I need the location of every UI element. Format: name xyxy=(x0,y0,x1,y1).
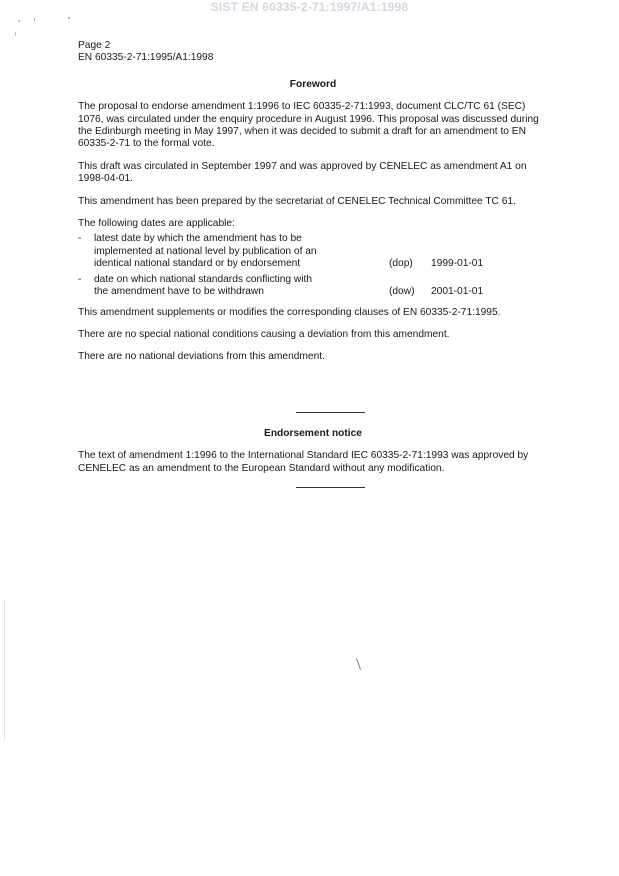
section-divider xyxy=(296,487,365,488)
watermark: SIST EN 60335-2-71:1997/A1:1998 xyxy=(210,0,409,14)
date-item-text: latest date by which the amendment has to be implemented at national level by publication of an identical national standard or by endorsement xyxy=(94,233,317,270)
dates-intro: The following dates are applicable: xyxy=(78,218,235,230)
endorsement-title: Endorsement notice xyxy=(264,428,362,439)
scan-speck xyxy=(356,658,361,670)
scan-speck xyxy=(4,600,5,740)
foreword-paragraph-5: There are no special national conditions causing a deviation from this amendment. xyxy=(78,328,450,340)
date-item-code: (dow) xyxy=(389,286,415,298)
date-item-value: 2001-01-01 xyxy=(431,286,484,298)
foreword-paragraph-3: This amendment has been prepared by the secretariat of CENELEC Technical Committee TC 61. xyxy=(78,195,516,207)
document-page xyxy=(78,40,548,364)
scan-speck xyxy=(68,17,70,19)
date-item-code: (dop) xyxy=(389,258,413,270)
date-item-text: date on which national standards conflicting with the amendment have to be withdrawn xyxy=(94,273,313,298)
foreword-title: Foreword xyxy=(289,78,337,90)
list-dash: - xyxy=(78,273,82,285)
date-item-dow xyxy=(78,274,548,299)
scan-speck xyxy=(18,20,20,22)
foreword-paragraph-1: The proposal to endorse amendment 1:1996 to IEC 60335-2-71:1993, document CLC/TC 61 (SEC) 1076, was circulated under the enquiry procedure in August 1996. This proposal was discussed during the Edinburgh meeting in May 1997, when it was decided to submit a draft for an amendment to EN 60335-2-71 to the formal vote. xyxy=(78,101,539,150)
scan-speck xyxy=(34,18,35,21)
foreword-paragraph-2: This draft was circulated in September 1997 and was approved by CENELEC as amendment A1 on 1998-04-01. xyxy=(78,160,527,185)
list-dash: - xyxy=(78,233,82,245)
date-item-value: 1999-01-01 xyxy=(431,258,484,270)
foreword-paragraph-4: This amendment supplements or modifies the corresponding clauses of EN 60335-2-71:1995. xyxy=(78,306,501,318)
endorsement-text: The text of amendment 1:1996 to the International Standard IEC 60335-2-71:1993 was approved by CENELEC as an amendment to the European Standard without any modification. xyxy=(78,450,529,474)
document-reference: EN 60335-2-71:1995/A1:1998 xyxy=(78,52,214,64)
foreword-paragraph-6: There are no national deviations from this amendment. xyxy=(78,351,325,363)
section-divider xyxy=(296,412,365,413)
scan-speck xyxy=(15,32,16,36)
endorsement-section xyxy=(78,428,548,475)
page-number: Page 2 xyxy=(78,40,111,51)
dates-list xyxy=(78,233,548,298)
date-item-dop xyxy=(78,233,548,270)
